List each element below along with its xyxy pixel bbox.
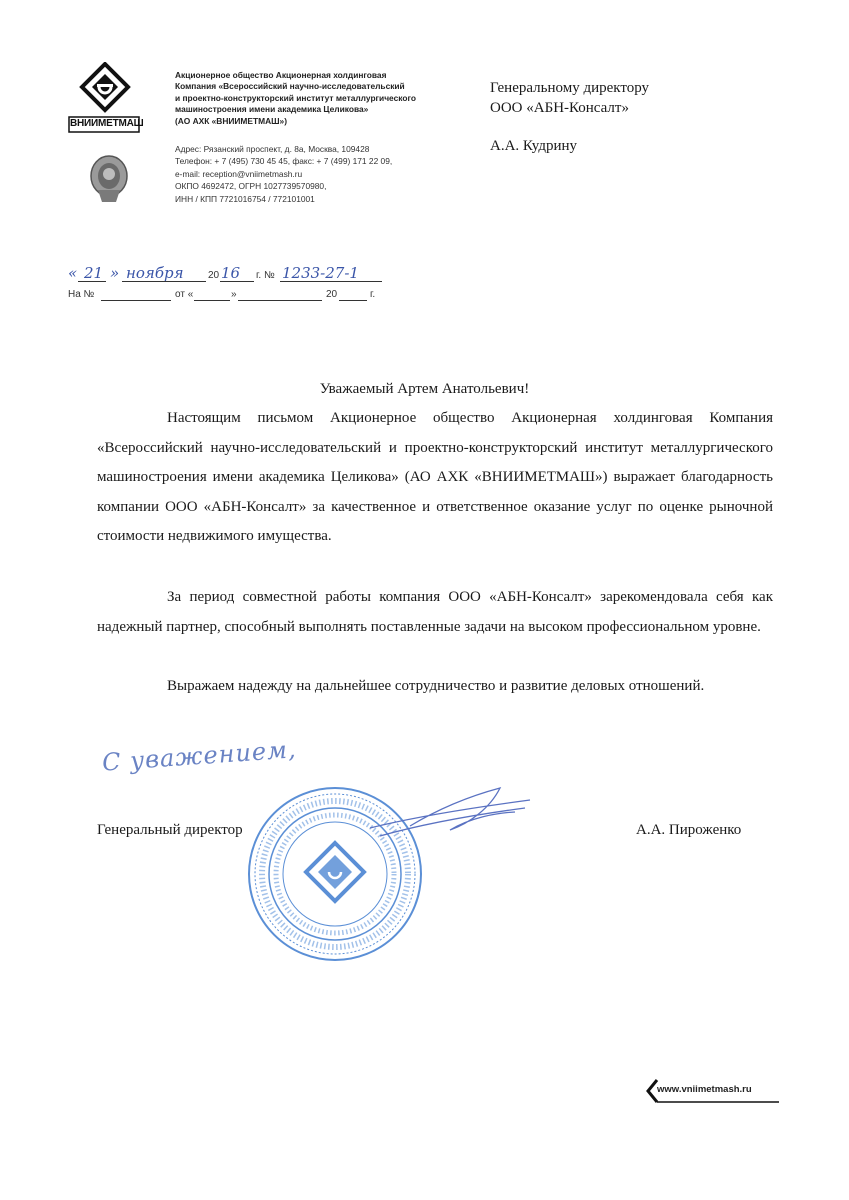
body-paragraph: Настоящим письмом Акционерное общество Акционерная холдинговая Компания «Всероссийский научно-исследовательский и проектно-конструкторский институт металлургического машиностроения имени академика Целикова» (АО АХК «ВНИИМЕТМАШ») выражает благодарность компании ООО «АБН-Консалт» за качественное и ответственное оказание услуг по оценке рыночной стоимости недвижимого имущества. (97, 410, 773, 544)
reg-number-label: г. № (256, 270, 275, 281)
reference-line (68, 289, 388, 305)
ref-year-label: г. (370, 289, 376, 300)
organization-name (175, 70, 445, 127)
org-line: Компания «Всероссийский научно-исследовательский (175, 81, 405, 92)
addressee-company: ООО «АБН-Консалт» (490, 100, 629, 116)
order-badge-icon (88, 152, 130, 204)
addressee (490, 78, 810, 118)
reg-year-suffix: 16 (221, 264, 241, 282)
ref-year-prefix: 20 (326, 289, 338, 300)
reg-quote-open: « (68, 264, 78, 282)
ref-close-quote: » (231, 289, 237, 300)
company-logo (68, 62, 144, 134)
reg-year-prefix: 20 (208, 270, 220, 281)
contact-details (175, 143, 445, 205)
closing-handwritten: С уважением, (101, 735, 298, 777)
signer-title: Генеральный директор (97, 822, 243, 838)
body-paragraph: Выражаем надежду на дальнейшее сотрудничество и развитие деловых отношений. (167, 678, 705, 694)
ref-from-label: от « (175, 289, 194, 300)
registration-date-number (68, 264, 388, 286)
reg-quote-close: » (110, 264, 120, 282)
org-line: и проектно-конструкторский институт металлургического (175, 92, 416, 103)
signer-name: А.А. Пироженко (636, 822, 742, 838)
addressee-position: Генеральному директору (490, 80, 650, 96)
inn-line: ИНН / КПП 7721016754 / 772101001 (175, 193, 315, 204)
okpo-line: ОКПО 4692472, ОГРН 1027739570980, (175, 181, 327, 192)
handwritten-signature (350, 778, 540, 848)
ref-number-label: На № (68, 289, 95, 300)
email-line: e-mail: reception@vniimetmash.ru (175, 168, 303, 179)
website-link[interactable]: www.vniimetmash.ru (657, 1084, 752, 1095)
salutation: Уважаемый Артем Анатольевич! (319, 381, 530, 397)
body-paragraph: За период совместной работы компания ООО «АБН-Консалт» зарекомендовала себя как надежный партнер, способный выполнять поставленные задачи на высоком профессиональном уровне. (97, 589, 773, 635)
org-line: Акционерное общество Акционерная холдинговая (175, 70, 387, 80)
org-line: (АО АХК «ВНИИМЕТМАШ») (175, 115, 287, 126)
website-badge (645, 1077, 785, 1105)
logo-text: ВНИИМЕТМАШ (70, 118, 144, 129)
reg-month: ноября (126, 264, 184, 282)
addressee-name: А.А. Кудрину (490, 138, 578, 154)
phone-line: Телефон: + 7 (495) 730 45 45, факс: + 7 (499) 171 22 09, (175, 156, 393, 167)
org-line: машиностроения имени академика Целикова» (175, 104, 369, 115)
reg-day: 21 (84, 264, 104, 282)
address-line: Адрес: Рязанский проспект, д. 8а, Москва, 109428 (175, 144, 370, 154)
reg-number: 1233-27-1 (282, 264, 359, 282)
